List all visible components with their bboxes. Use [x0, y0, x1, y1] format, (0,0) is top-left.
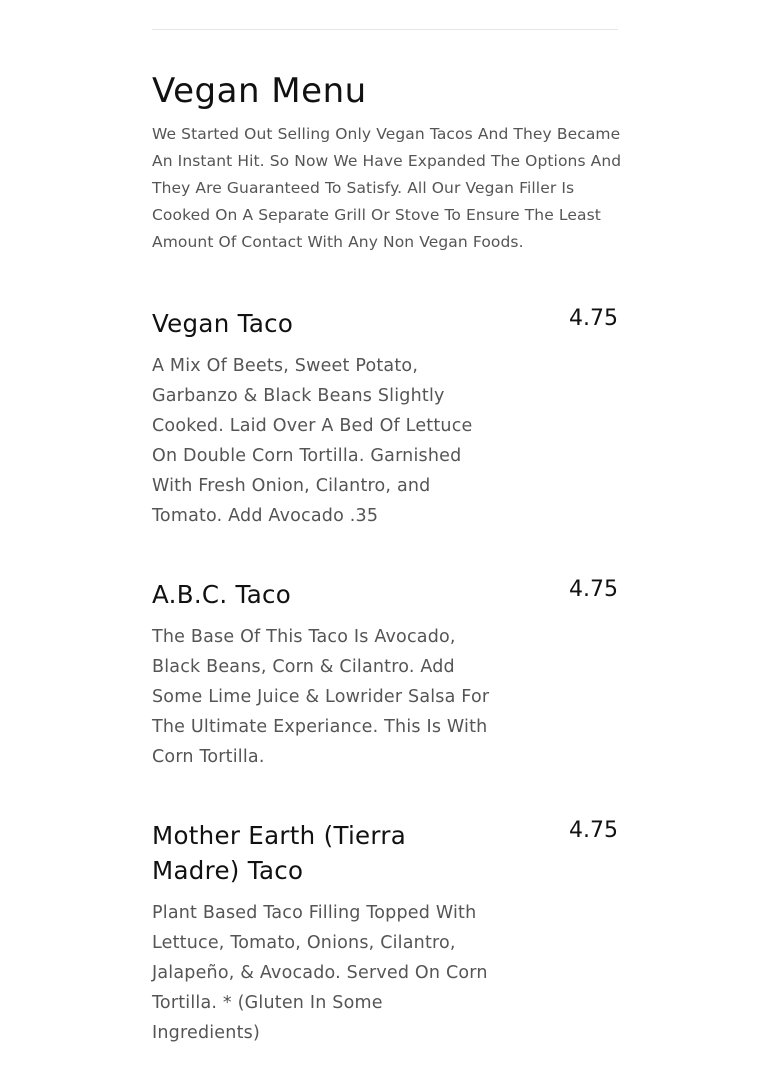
menu-item-mother-earth-taco — [152, 818, 618, 1048]
menu-item-name: A.B.C. Taco — [152, 580, 292, 609]
menu-item-name: Mother Earth (Tierra Madre) Taco — [152, 821, 407, 885]
section-description: We Started Out Selling Only Vegan Tacos And They Became An Instant Hit. So Now We Have Expanded The Options And They Are Guaranteed To Satisfy. All Our Vegan Filler Is Cooked On A Separate Grill Or Stove To Ensure The Least Amount Of Contact With Any Non Vegan Foods. — [152, 125, 622, 251]
menu-item-abc-taco — [152, 577, 618, 772]
menu-item-description: The Base Of This Taco Is Avocado, Black Beans, Corn & Cilantro. Add Some Lime Juice & Lowrider Salsa For The Ultimate Experiance. This Is With Corn Tortilla. — [152, 627, 490, 767]
menu-item-description: A Mix Of Beets, Sweet Potato, Garbanzo & Black Beans Slightly Cooked. Laid Over A Bed Of Lettuce On Double Corn Tortilla. Garnished With Fresh Onion, Cilantro, and Tomato. Add Avocado .35 — [152, 356, 473, 526]
menu-item-description: Plant Based Taco Filling Topped With Lettuce, Tomato, Onions, Cilantro, Jalapeño, & Avocado. Served On Corn Tortilla. * (Gluten In Some Ingredients) — [152, 903, 488, 1043]
menu-item-price: 4.75 — [569, 818, 618, 843]
top-divider — [152, 29, 618, 30]
menu-item-vegan-taco — [152, 306, 618, 531]
menu-item-name: Vegan Taco — [152, 309, 294, 338]
menu-item-price: 4.75 — [569, 577, 618, 602]
section-title: Vegan Menu — [152, 71, 367, 111]
menu-item-price: 4.75 — [569, 306, 618, 331]
